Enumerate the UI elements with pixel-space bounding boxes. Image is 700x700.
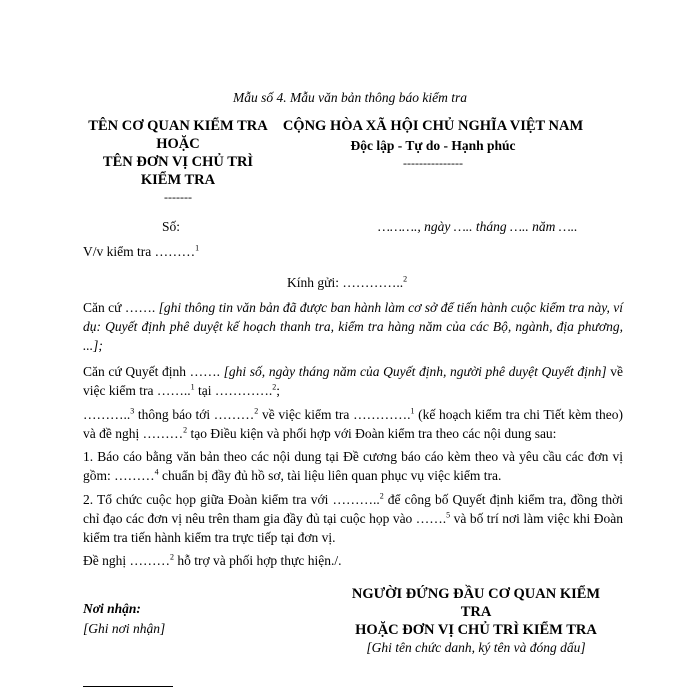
signature-title-line-1: NGƯỜI ĐỨNG ĐẦU CƠ QUAN KIỂM <box>351 586 601 602</box>
national-rule: --------------- <box>403 156 463 170</box>
item2-ref-1: 2 <box>379 491 384 501</box>
paragraph-notification <box>83 405 623 443</box>
subject-text: V/v kiểm tra ……… <box>83 244 196 259</box>
para2-lead: Căn cứ Quyết định ……. <box>83 364 220 379</box>
paragraph-legal-basis-2 <box>83 362 623 400</box>
item1-text-1: 1. Báo cáo bằng văn bản theo các nội dung tại Đề cương báo cáo kèm theo và yêu cầu các đơn vị gồm: ……… <box>83 449 623 483</box>
para3-text-4: (kế hoạch kiểm tra chi Tiết kèm theo) và đề nghị ……… <box>83 407 623 441</box>
request-text-2: hỗ trợ và phối hợp thực hiện./. <box>174 553 342 568</box>
date-line: ………., ngày ….. tháng ….. năm ….. <box>378 219 578 234</box>
subject-footnote-ref: 1 <box>195 243 200 253</box>
recipients-value: [Ghi nơi nhận] <box>83 621 166 636</box>
para3-text-2: thông báo tới ……… <box>134 407 255 422</box>
list-item-1 <box>83 447 623 485</box>
recipients-label: Nơi nhận: <box>83 601 141 616</box>
signature-block <box>330 585 622 657</box>
request-text-1: Đề nghị ……… <box>83 553 170 568</box>
agency-line-3: TÊN ĐƠN VỊ CHỦ TRÌ <box>102 154 254 170</box>
national-motto: Độc lập - Tự do - Hạnh phúc <box>350 138 516 153</box>
para1-italic: [ghi thông tin văn bản đã được ban hành làm cơ sở để tiến hành cuộc kiểm tra này, ví dụ: Quyết định phê duyệt kế hoạch thanh tra, kiểm tra hàng năm của các Bộ, ngành, địa phương, ...]; <box>83 300 623 353</box>
agency-line-2: HOẶC <box>156 136 200 152</box>
para2-text-1: về việc kiểm tra …….. <box>83 364 624 398</box>
para2-italic: [ghi số, ngày tháng năm của Quyết định, người phê duyệt Quyết định] <box>223 364 607 379</box>
para2-ref-1: 1 <box>190 382 195 392</box>
para1-lead: Căn cứ ……. <box>83 300 156 315</box>
paragraph-legal-basis-1 <box>83 298 623 355</box>
para2-text-2: tại …………. <box>194 383 273 398</box>
national-title: CỘNG HÒA XÃ HỘI CHỦ NGHĨA VIỆT NAM <box>282 118 584 134</box>
request-line <box>83 551 623 570</box>
signature-title-line-3: HOẶC ĐƠN VỊ CHỦ TRÌ KIỂM TRA <box>355 622 597 638</box>
para3-text-1: ……….. <box>83 407 131 422</box>
agency-rule: ------- <box>164 190 192 204</box>
para3-ref-4: 2 <box>183 425 188 435</box>
para3-ref-1: 3 <box>130 406 135 416</box>
item1-text-2: chuẩn bị đầy đủ hồ sơ, tài liệu liên quan phục vụ việc kiểm tra. <box>158 468 502 483</box>
para2-text-3: ; <box>276 383 280 398</box>
item1-ref-1: 4 <box>154 467 159 477</box>
agency-line-1: TÊN CƠ QUAN KIỂM TRA <box>88 118 268 134</box>
signature-note: [Ghi tên chức danh, ký tên và đóng dấu] <box>366 640 586 655</box>
greeting-line <box>287 275 407 291</box>
footnote-separator <box>83 686 173 687</box>
agency-line-4: KIỂM TRA <box>140 172 216 188</box>
para3-ref-3: 1 <box>410 406 415 416</box>
greeting-footnote-ref: 2 <box>403 274 408 284</box>
para2-ref-2: 2 <box>272 382 277 392</box>
greeting-text: Kính gửi: ………….. <box>287 275 404 290</box>
item2-text-3: và bố trí nơi làm việc khi Đoàn kiểm tra tiến hành kiểm tra trực tiếp tại đơn vị. <box>83 511 623 545</box>
signature-title-line-2: TRA <box>460 604 492 620</box>
document-number-label: Số: <box>162 219 181 234</box>
item2-text-1: 2. Tổ chức cuộc họp giữa Đoàn kiểm tra với ……….. <box>83 492 380 507</box>
subject-line <box>83 244 199 260</box>
item2-text-2: để công bố Quyết định kiểm tra, đồng thời chỉ đạo các đơn vị nêu trên tham gia đầy đủ tại cuộc họp vào ……. <box>83 492 623 526</box>
list-item-2 <box>83 490 623 547</box>
issuing-agency-header <box>78 117 278 205</box>
request-ref-1: 2 <box>170 552 174 562</box>
national-header <box>270 117 596 171</box>
item2-ref-2: 5 <box>446 510 451 520</box>
para3-text-5: tạo Điều kiện và phối hợp với Đoàn kiểm tra theo các nội dung sau: <box>187 426 557 441</box>
form-title: Mẫu số 4. Mẫu văn bản thông báo kiểm tra <box>233 90 467 105</box>
para3-ref-2: 2 <box>254 406 259 416</box>
para3-text-3: về việc kiểm tra …………. <box>258 407 411 422</box>
